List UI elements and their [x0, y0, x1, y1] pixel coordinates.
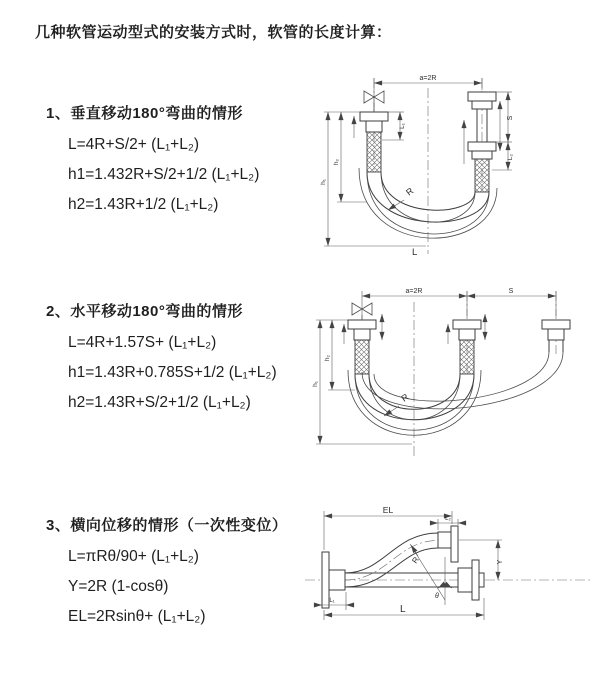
- section-horizontal-movement: [46, 300, 277, 418]
- left-pipe-fitting: [348, 320, 376, 374]
- right-pipe-fitting: [468, 92, 496, 192]
- formula-line: L=πRθ/90+ (L₁+L₂): [68, 548, 199, 565]
- upper-flange-displaced: [438, 526, 458, 562]
- formula-line: h2=1.43R+S/2+1/2 (L₁+L₂): [68, 394, 251, 411]
- formula-line: h2=1.43R+1/2 (L₁+L₂): [68, 196, 219, 213]
- dimension-a2r: [362, 288, 467, 316]
- left-pipe-fitting: [360, 112, 388, 172]
- dim-label-h2: h₂: [333, 158, 340, 166]
- dim-label-s: S: [507, 115, 514, 121]
- dimension-s: [496, 92, 514, 151]
- diagram-vertical-180-bend: [312, 70, 598, 258]
- dim-label-l2: L₂: [507, 153, 514, 161]
- label-r: R: [410, 555, 421, 566]
- dimension-el: [324, 505, 452, 550]
- formula-line: L=4R+1.57S+ (L₁+L₂): [68, 334, 217, 351]
- formula-line: L=4R+S/2+ (L₁+L₂): [68, 136, 200, 153]
- dim-label-h2: h₂: [324, 354, 331, 362]
- dim-label-h1: h₁: [320, 179, 327, 185]
- formula-line: h1=1.432R+S/2+1/2 (L₁+L₂): [68, 166, 260, 183]
- dim-label-l1: L₁: [329, 598, 335, 604]
- section-1-heading: 1、垂直移动180°弯曲的情形: [46, 105, 243, 122]
- braided-hose-section: [367, 132, 381, 172]
- middle-pipe-fitting: [453, 320, 481, 374]
- dimension-s: [467, 288, 556, 316]
- right-flange-original: [458, 560, 484, 600]
- section-lateral-displacement: [46, 514, 287, 632]
- label-l: L: [412, 247, 418, 258]
- dim-label-l2: L₂: [445, 516, 451, 522]
- centerlines: [374, 78, 482, 254]
- dimension-l2: [430, 516, 466, 530]
- diagram-horizontal-180-bend: [304, 282, 597, 462]
- dimension-l1: [314, 592, 354, 610]
- label-r: R: [404, 185, 416, 198]
- section-2-heading: 2、水平移动180°弯曲的情形: [46, 303, 243, 320]
- label-theta: θ: [435, 593, 439, 600]
- dimension-l: [324, 598, 484, 620]
- dim-label-a2r: a=2R: [419, 75, 437, 82]
- formula-line: EL=2Rsinθ+ (L₁+L₂): [68, 608, 206, 625]
- braided-hose-section: [355, 340, 369, 374]
- braided-hose-section: [460, 340, 474, 374]
- formula-line: Y=2R (1-cosθ): [68, 578, 169, 595]
- hose-u-bend-original: [348, 370, 481, 435]
- angle-theta-construction: [410, 544, 452, 605]
- dim-label-y: Y: [497, 559, 504, 565]
- label-r: R: [399, 391, 411, 404]
- hose-s-curve-displaced: [345, 533, 438, 587]
- dim-label-l1: L₁: [399, 123, 406, 129]
- dim-label-s: S: [508, 288, 514, 295]
- section-3-heading: 3、横向位移的情形（一次性变位）: [46, 517, 288, 534]
- dim-label-el: EL: [382, 505, 394, 515]
- formula-line: h1=1.43R+0.785S+1/2 (L₁+L₂): [68, 364, 277, 381]
- dim-label-h1: h₁: [312, 381, 319, 387]
- diagram-lateral-displacement: [302, 502, 598, 660]
- dim-label-a2r: a=2R: [405, 288, 423, 295]
- page-title: 几种软管运动型式的安装方式时，软管的长度计算：: [35, 24, 392, 41]
- dim-label-l: L: [400, 604, 406, 615]
- braided-hose-section: [475, 159, 489, 192]
- section-vertical-movement: [46, 102, 259, 220]
- dimension-h2: [324, 320, 355, 390]
